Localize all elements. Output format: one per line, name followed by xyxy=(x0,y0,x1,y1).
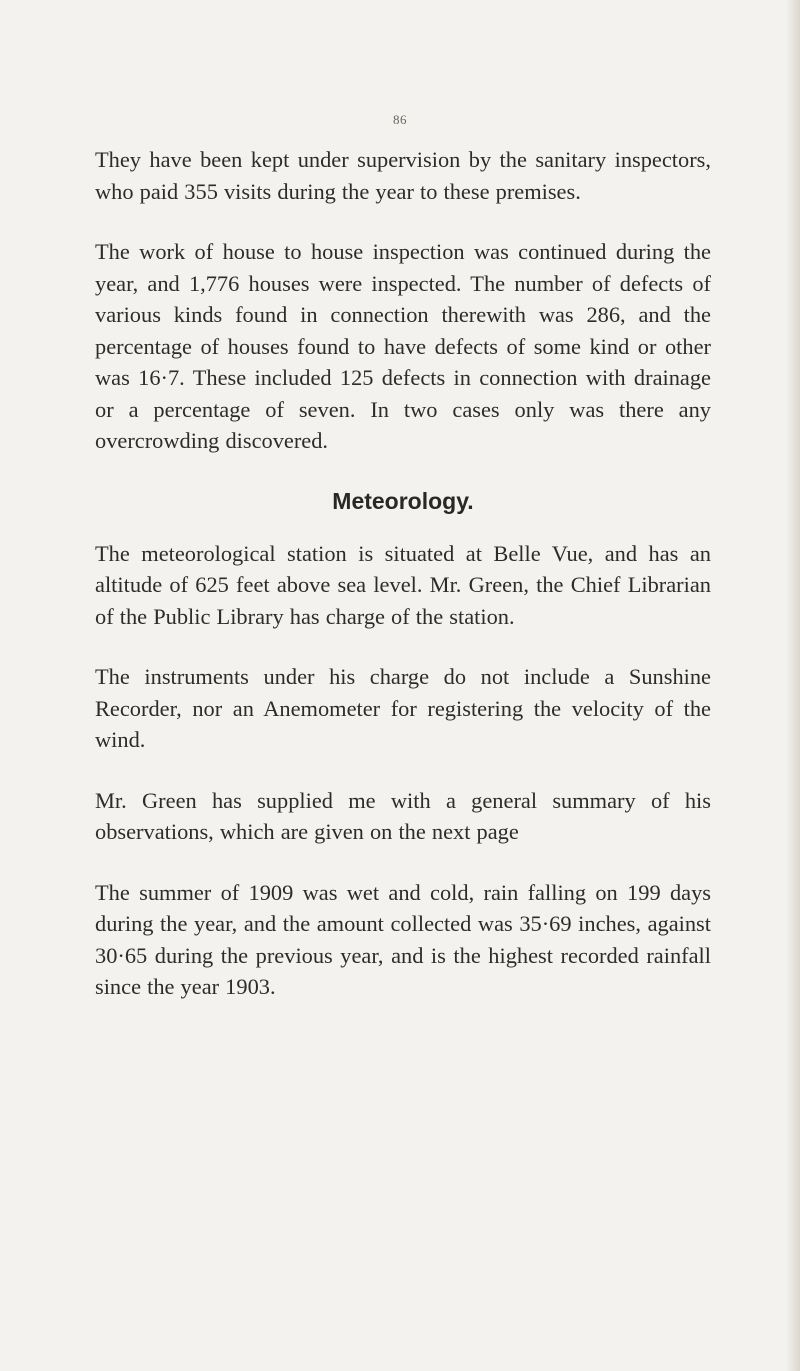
paragraph-rainfall: The summer of 1909 was wet and cold, rain falling on 199 days during the year, and the amount collected was 35·69 inches, against 30·65 during the previous year, and is the highest recorded rainfall since the year 1903. xyxy=(95,879,711,999)
page-number: 86 xyxy=(393,112,407,127)
paragraph-instruments: The instruments under his charge do not include a Sunshine Recorder, nor an Anemometer for registering the velocity of the wind. xyxy=(95,664,711,752)
paragraph-supervision: They have been kept under supervision by the sanitary inspectors, who paid 355 visits during the year to these premises. xyxy=(95,147,711,204)
page-body xyxy=(95,144,711,1032)
section-heading-meteorology: Meteorology. xyxy=(332,487,474,514)
page-edge-shadow xyxy=(786,0,800,1371)
paragraph-station: The meteorological station is situated at Belle Vue, and has an altitude of 625 feet above sea level. Mr. Green, the Chief Librarian of the Public Library has charge of the station. xyxy=(95,540,711,629)
paragraph-house-inspection: The work of house to house inspection was continued during the year, and 1,776 houses were inspected. The number of defects of various kinds found in connection therewith was 286, and the percentage of houses found to have defects of some kind or other was 16·7. These included 125 defects in connection with drainage or a percentage of seven. In two cases only was there any overcrowding discovered. xyxy=(95,239,711,453)
paragraph-summary: Mr. Green has supplied me with a general summary of his observations, which are given on the next page xyxy=(95,787,711,844)
